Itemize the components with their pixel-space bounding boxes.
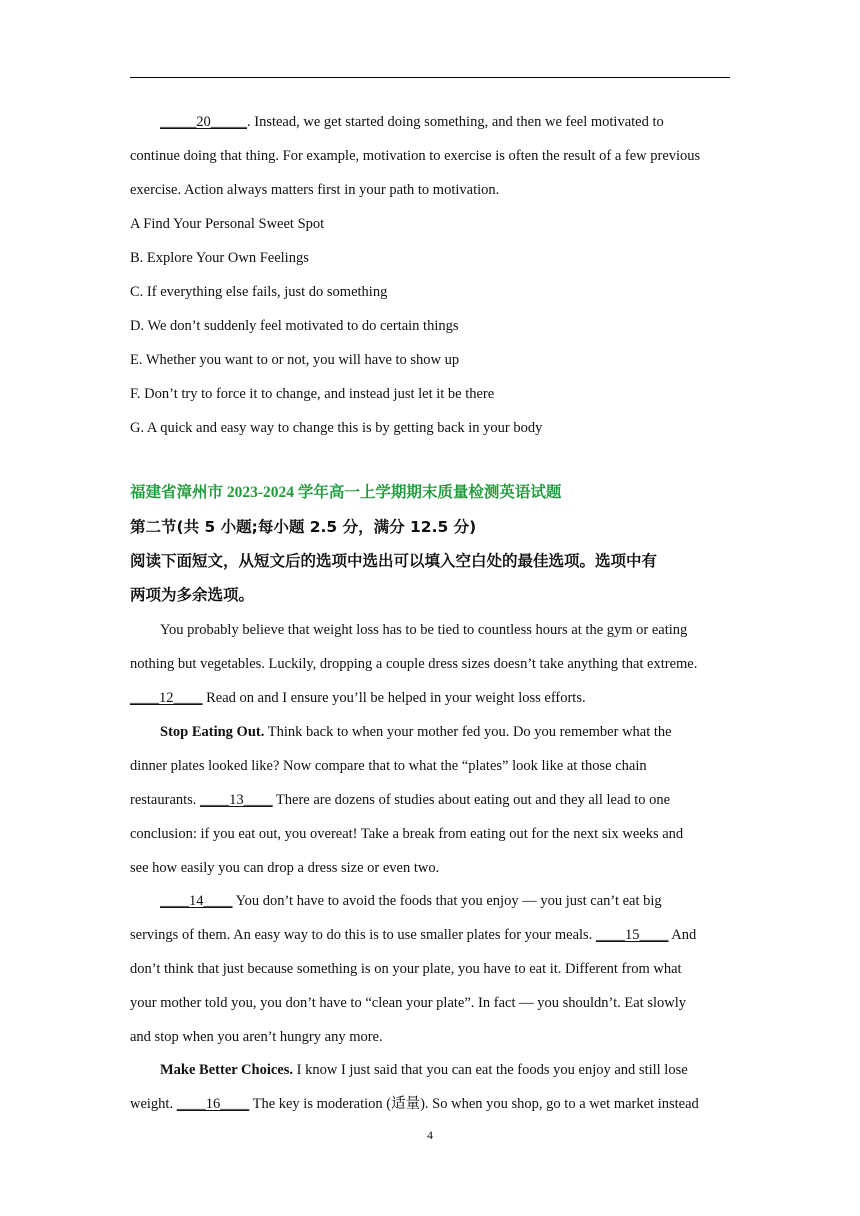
passage-p2-line5: see how easily you can drop a dress size or even two. — [130, 860, 440, 876]
passage-p2-line2: dinner plates looked like? Now compare that to what the “plates” look like at those chain — [130, 758, 647, 774]
option-e: E. Whether you want to or not, you will have to show up — [130, 352, 460, 368]
header-rule — [130, 77, 730, 78]
prev-line-1: _____20_____. Instead, we get started doing something, and then we feel motivated to — [160, 114, 664, 130]
passage-p3-line5: and stop when you aren’t hungry any more. — [130, 1029, 383, 1045]
blank-20: _____20_____ — [160, 114, 247, 130]
option-a: A Find Your Personal Sweet Spot — [130, 216, 325, 232]
blank-13: ____13____ — [200, 792, 273, 808]
option-c: C. If everything else fails, just do something — [130, 284, 388, 300]
passage-p4-line1: Make Better Choices. I know I just said that you can eat the foods you enjoy and still lose — [160, 1062, 688, 1078]
passage-p3-line2: servings of them. An easy way to do this is to use smaller plates for your meals. ____15____ And — [130, 927, 697, 943]
passage-p3-line1: ____14____ You don’t have to avoid the foods that you enjoy — you just can’t eat big — [160, 893, 662, 909]
heading-stop-eating-out: Stop Eating Out. — [160, 724, 265, 740]
passage-p3-line3: don’t think that just because something is on your plate, you have to eat it. Different from what — [130, 961, 682, 977]
heading-make-better-choices: Make Better Choices. — [160, 1062, 294, 1078]
section-instructions-2: 两项为多余选项。 — [130, 586, 255, 604]
passage-p2-line4: conclusion: if you eat out, you overeat! Take a break from eating out for the next six weeks and — [130, 826, 684, 842]
prev-line-3: exercise. Action always matters first in your path to motivation. — [130, 182, 500, 198]
passage-p1-line1: You probably believe that weight loss has to be tied to countless hours at the gym or eating — [160, 622, 688, 638]
passage-p2-line1: Stop Eating Out. Think back to when your mother fed you. Do you remember what the — [160, 724, 672, 740]
option-d: D. We don’t suddenly feel motivated to do certain things — [130, 318, 459, 334]
section-instructions-1: 阅读下面短文，从短文后的选项中选出可以填入空白处的最佳选项。选项中有 — [130, 552, 658, 570]
option-g: G. A quick and easy way to change this is by getting back in your body — [130, 420, 543, 436]
section-title: 福建省漳州市 2023-2024 学年高一上学期期末质量检测英语试题 — [130, 484, 562, 501]
blank-15: ____15____ — [595, 927, 669, 943]
blank-14: ____14____ — [160, 893, 233, 909]
passage-p1-line3: ____12____ Read on and I ensure you’ll be helped in your weight loss efforts. — [130, 690, 586, 706]
passage-p1-line2: nothing but vegetables. Luckily, dropping a couple dress sizes doesn’t take anything that extreme. — [130, 656, 698, 672]
passage-p3-line4: your mother told you, you don’t have to “clean your plate”. In fact — you shouldn’t. Eat slowly — [130, 995, 686, 1011]
option-f: F. Don’t try to force it to change, and instead just let it be there — [130, 386, 495, 402]
blank-16: ____16____ — [176, 1096, 250, 1112]
option-b: B. Explore Your Own Feelings — [130, 250, 309, 266]
page-number: 4 — [427, 1128, 433, 1142]
section-part-heading: 第二节(共 5 小题;每小题 2.5 分，满分 12.5 分) — [130, 518, 477, 536]
blank-12: ____12____ — [130, 690, 203, 706]
passage-p2-line3: restaurants. ____13____ There are dozens of studies about eating out and they all lead to one — [130, 792, 671, 808]
passage-p4-line2: weight. ____16____ The key is moderation (适量). So when you shop, go to a wet market instead — [130, 1096, 699, 1112]
prev-line-2: continue doing that thing. For example, motivation to exercise is often the result of a few previous — [130, 148, 701, 164]
